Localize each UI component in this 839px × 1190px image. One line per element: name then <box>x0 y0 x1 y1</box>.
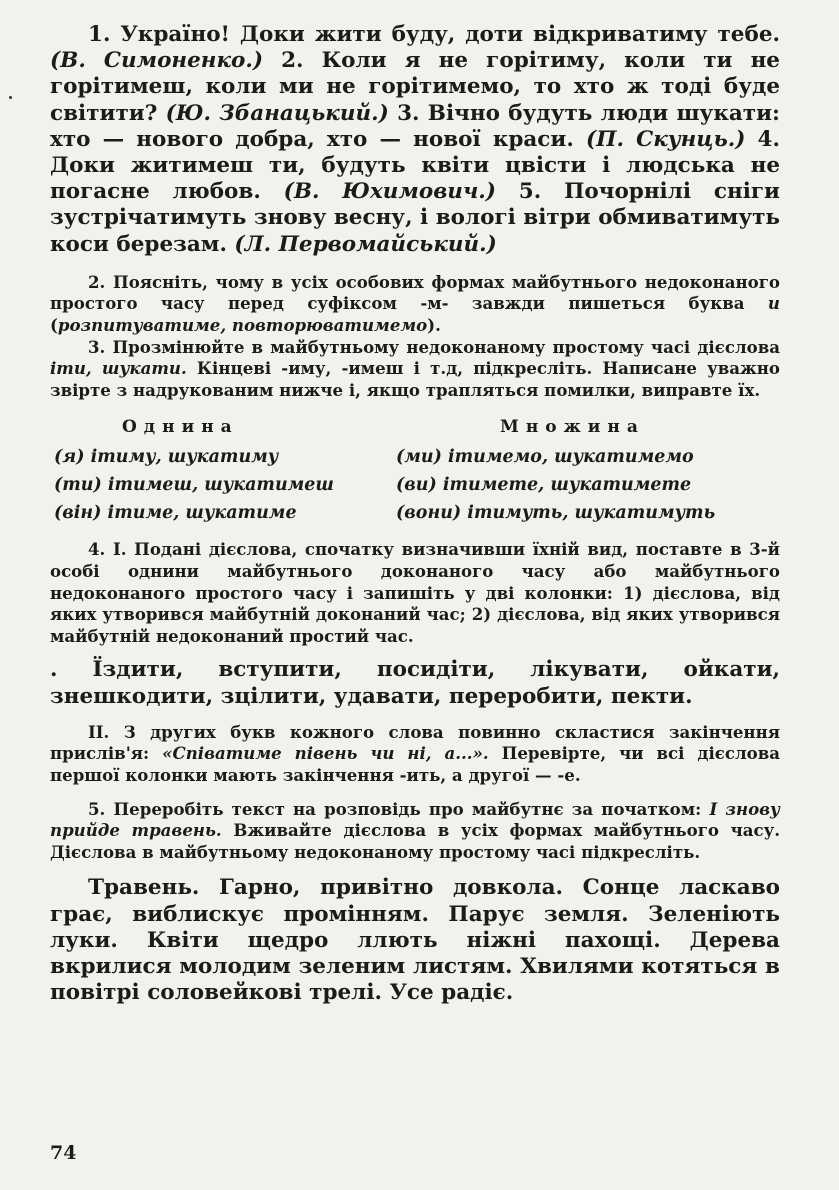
exercise-4-word-list: . Їздити, вступити, посидіти, лікувати, ойкати, знешкодити, зцілити, удавати, переробити, пекти. <box>50 657 780 709</box>
exercise-2 <box>50 272 780 337</box>
may-text: Травень. Гарно, привітно довкола. Сонце ласкаво грає, виблискує промінням. Парує земля. Зеленіють луки. Квіти щедро ллють ніжні пахощі. Дерева вкрилися молодим зеленим листям. Хвилями котяться в повітрі соловейкові трелі. Усе радіє. <box>50 875 780 1006</box>
page-number: 74 <box>50 1142 77 1164</box>
exercise-5-start: І знову прийде травень. <box>50 798 780 841</box>
plural-row-3: (вони) ітимуть, шукатимуть <box>396 503 716 524</box>
exercise-3 <box>50 337 780 402</box>
plural-row-1: (ми) ітимемо, шукатимемо <box>396 447 694 468</box>
author-4: (В. Юхимович.) <box>283 179 496 205</box>
sentence-2: 2. Коли я не горітиму, коли ти не горітимеш, коли ми не горітимемо, то хто ж тоді буде світити? <box>50 48 780 126</box>
singular-row-2: (ти) ітимеш, шукатимеш <box>54 475 334 496</box>
singular-row-1: (я) ітиму, шукатиму <box>54 447 279 468</box>
proverb: «Співатиме півень чи ні, а...». <box>162 743 489 764</box>
singular-header: Однина <box>122 417 239 438</box>
author-5: (Л. Первомайський.) <box>234 231 497 257</box>
exercise-5-text: 5. Переробіть текст на розповідь про майбутнє за початком: <box>88 798 710 819</box>
exercise-4-part-2-check: Перевірте, чи всі дієслова першої колонки мають закінчення -ить, а другої — -е. <box>50 743 780 785</box>
exercise-4-part-2 <box>50 722 780 787</box>
exercise-2-paren-close: ). <box>427 315 441 336</box>
conjugation-table <box>50 417 780 529</box>
exercise-4-part-2-text: II. З других букв кожного слова повинно скластися закінчення прислів'я: <box>50 721 780 764</box>
singular-row-3: (він) ітиме, шукатиме <box>54 503 297 524</box>
print-speck <box>9 96 12 99</box>
author-3: (П. Скунць.) <box>585 126 746 152</box>
exercise-2-text: 2. Поясніть, чому в усіх особових формах майбутнього недоконаного простого часу перед суфіксом -м- завжди пишеться буква <box>50 271 780 314</box>
sentence-3: 3. Вічно будуть люди шукати: хто — нового добра, хто — нової краси. <box>50 100 780 152</box>
plural-header: Множина <box>500 417 645 438</box>
author-2: (Ю. Збанацький.) <box>165 100 389 126</box>
plural-row-2: (ви) ітимете, шукатимете <box>396 475 692 496</box>
exercise-4-part-1: 4. І. Подані дієслова, спочатку визначивши їхній вид, поставте в 3-й особі однини майбутнього доконаного часу або майбутнього недоконаного простого часу і запишіть у дві колонки: 1) дієслова, від яких утворився майбутній доконаний час; 2) дієслова, від яких утворився майбутній недоконаний простий час. <box>50 539 780 646</box>
exercise-5 <box>50 799 780 864</box>
exercise-1-text <box>50 22 780 258</box>
exercise-2-examples: розпитуватиме, повторюватимемо <box>57 315 428 336</box>
sentence-4: 4. Доки житимеш ти, будуть квіти цвісти і людська не погасне любов. <box>50 126 780 205</box>
exercise-3-verbs: іти, шукати. <box>50 358 187 379</box>
sentence-5: 5. Почорнілі сніги зустрічатимуть знову весну, і вологі вітри обмиватимуть коси березам. <box>50 179 780 257</box>
textbook-page <box>50 22 780 1006</box>
author-1: (В. Симоненко.) <box>50 48 264 74</box>
sentence-1: 1. Україно! Доки жити буду, доти відкриватиму тебе. <box>88 22 780 47</box>
exercise-2-paren-open: ( <box>50 315 58 336</box>
exercise-3-text: 3. Прозмінюйте в майбутньому недоконаному простому часі дієслова <box>88 336 780 357</box>
exercise-5-instructions: Вживайте дієслова в усіх формах майбутнього часу. Дієслова в майбутньому недоконаному простому часі підкресліть. <box>50 820 780 862</box>
exercise-3-instructions: Кінцеві -иму, -имеш і т.д, підкресліть. Написане уважно звірте з надрукованим нижче і, якщо трапляться помилки, виправте їх. <box>50 358 780 400</box>
exercise-2-letter: и <box>767 293 780 314</box>
